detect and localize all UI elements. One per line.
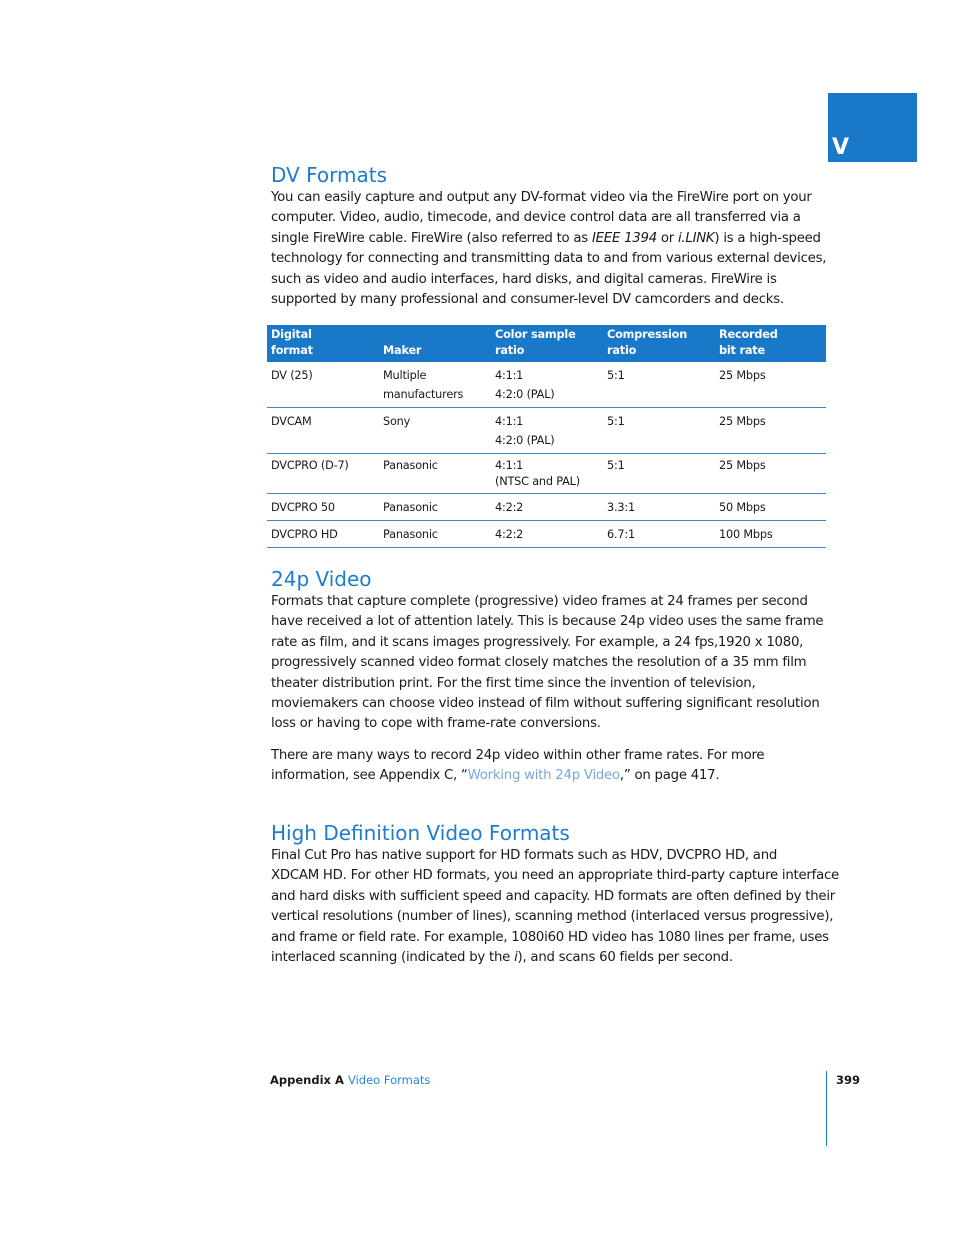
- table-cell: [379, 362, 491, 408]
- cell-text: manufacturers: [383, 388, 464, 401]
- table-row: [267, 494, 826, 521]
- text-line: have received a lot of attention lately. This is because 24p video uses the same frame: [271, 614, 824, 630]
- text: interlaced scanning (indicated by the: [271, 950, 515, 966]
- table-cell: [603, 408, 715, 454]
- text-line: [271, 948, 839, 968]
- text: single FireWire cable. FireWire (also referred to as: [271, 230, 592, 246]
- table-row: [267, 408, 826, 454]
- cell-text: DVCAM: [271, 415, 312, 428]
- text-line: and frame or field rate. For example, 1080i60 HD video has 1080 lines per frame, uses: [271, 929, 829, 945]
- cell-text: DVCPRO (D-7): [271, 459, 349, 472]
- cell-text: 4:2:0 (PAL): [495, 388, 555, 401]
- cell-text: 4:2:0 (PAL): [495, 434, 555, 447]
- text-line: XDCAM HD. For other HD formats, you need an appropriate third-party capture interface: [271, 868, 839, 884]
- table-cell: [491, 454, 603, 494]
- heading-dv-formats: DV Formats: [271, 163, 387, 187]
- table-row: [267, 454, 826, 494]
- column-header: [603, 325, 715, 362]
- cell-text: Panasonic: [383, 528, 438, 541]
- table-cell: [267, 362, 379, 408]
- text-line: and hard disks with sufficient speed and capacity. HD formats are often defined by their: [271, 888, 836, 904]
- cell-text: 4:1:1: [495, 459, 524, 472]
- text-line: vertical resolutions (number of lines), scanning method (interlaced versus progressive),: [271, 909, 834, 925]
- cell-text: Multiple: [383, 369, 427, 382]
- header-text: Recorded: [719, 328, 778, 341]
- cell-text: 4:2:2: [495, 501, 524, 514]
- text: information, see Appendix C, “: [271, 768, 468, 784]
- header-text: Compression: [607, 328, 688, 341]
- cell-text: 4:2:2: [495, 528, 524, 541]
- text-line: loss or having to cope with frame-rate conversions.: [271, 716, 601, 732]
- table-cell: [715, 362, 826, 408]
- header-text: Color sample: [495, 328, 576, 341]
- text-line: Final Cut Pro has native support for HD formats such as HDV, DVCPRO HD, and: [271, 848, 778, 863]
- text-line: technology for connecting and transmitting data to and from various external devices,: [271, 251, 827, 267]
- table-cell: [603, 521, 715, 548]
- header-text: ratio: [607, 344, 637, 357]
- text: or: [656, 230, 678, 246]
- table-cell: [491, 494, 603, 521]
- text-line: Formats that capture complete (progressive) video frames at 24 frames per second: [271, 594, 808, 609]
- cell-text: 25 Mbps: [719, 459, 766, 472]
- header-text: Digital: [271, 328, 312, 341]
- table-cell: [267, 494, 379, 521]
- table-cell: [379, 408, 491, 454]
- cell-text: 25 Mbps: [719, 369, 766, 382]
- text-line: [271, 229, 826, 249]
- table-cell: [379, 521, 491, 548]
- table-header-row: [267, 325, 826, 362]
- chapter-tab: [828, 93, 917, 162]
- heading-24p-video: 24p Video: [271, 567, 372, 591]
- text-line: such as video and audio interfaces, hard disks, and digital cameras. FireWire is: [271, 271, 777, 287]
- cell-text: Panasonic: [383, 459, 438, 472]
- cell-text: (NTSC and PAL): [495, 475, 580, 488]
- table-cell: [715, 408, 826, 454]
- cell-text: 4:1:1: [495, 415, 524, 428]
- dv-paragraph: [271, 188, 826, 310]
- table-cell: [267, 408, 379, 454]
- text: ), and scans 60 fields per second.: [517, 950, 733, 966]
- text-line: progressively scanned video format closely matches the resolution of a 35 mm film: [271, 655, 807, 671]
- table-cell: [715, 494, 826, 521]
- table-cell: [603, 362, 715, 408]
- column-header: [267, 325, 379, 362]
- p24-more-paragraph: [271, 746, 764, 787]
- cross-reference-link[interactable]: Working with 24p Video: [467, 768, 620, 784]
- cell-text: 100 Mbps: [719, 528, 773, 541]
- table-row: [267, 362, 826, 408]
- footer-appendix: Appendix A: [270, 1073, 344, 1087]
- column-header: [379, 325, 491, 362]
- text-line: theater distribution print. For the first time since the invention of television,: [271, 675, 756, 691]
- footer-divider: [826, 1071, 827, 1146]
- cell-text: Sony: [383, 415, 411, 428]
- text: ,” on page 417.: [619, 768, 720, 784]
- header-text: Maker: [383, 344, 422, 357]
- p24-paragraph: [271, 592, 823, 735]
- dv-formats-table: [267, 325, 826, 548]
- table-cell: [379, 494, 491, 521]
- cell-text: 25 Mbps: [719, 415, 766, 428]
- table-cell: [603, 454, 715, 494]
- text-line: There are many ways to record 24p video within other frame rates. For more: [271, 748, 765, 763]
- table-cell: [715, 454, 826, 494]
- heading-hd-formats: High Definition Video Formats: [271, 821, 570, 845]
- header-text: bit rate: [719, 344, 765, 357]
- column-header: [715, 325, 826, 362]
- column-header: [491, 325, 603, 362]
- text-line: supported by many professional and consumer-level DV camcorders and decks.: [271, 292, 784, 308]
- table-cell: [267, 454, 379, 494]
- table-cell: [379, 454, 491, 494]
- table-cell: [491, 408, 603, 454]
- text: ) is a high-speed: [714, 230, 821, 246]
- cell-text: Panasonic: [383, 501, 438, 514]
- cell-text: 5:1: [607, 459, 625, 472]
- cell-text: DVCPRO 50: [271, 501, 335, 514]
- page-number: 399: [836, 1073, 861, 1087]
- italic-text: i.LINK: [677, 230, 715, 246]
- cell-text: 3.3:1: [607, 501, 635, 514]
- cell-text: 5:1: [607, 415, 625, 428]
- header-text: format: [271, 344, 313, 357]
- cell-text: 4:1:1: [495, 369, 524, 382]
- text-line: moviemakers can choose video instead of film without suffering significant resolution: [271, 696, 820, 712]
- cell-text: DV (25): [271, 369, 313, 382]
- table-cell: [267, 521, 379, 548]
- table-cell: [603, 494, 715, 521]
- cell-text: DVCPRO HD: [271, 528, 338, 541]
- cell-text: 50 Mbps: [719, 501, 766, 514]
- text-line: rate as film, and it scans images progressively. For example, a 24 fps,1920 x 1080,: [271, 634, 804, 650]
- hd-paragraph: [271, 846, 839, 968]
- table-cell: [715, 521, 826, 548]
- cell-text: 6.7:1: [607, 528, 635, 541]
- italic-text: IEEE 1394: [591, 230, 657, 246]
- table-cell: [491, 362, 603, 408]
- text-line: You can easily capture and output any DV-format video via the FireWire port on your: [271, 190, 812, 205]
- table-row: [267, 521, 826, 548]
- footer-chapter-link[interactable]: Video Formats: [348, 1073, 431, 1087]
- table-cell: [491, 521, 603, 548]
- text-line: [271, 766, 764, 786]
- chapter-tab-label: V: [832, 135, 850, 160]
- italic-text: i: [514, 950, 518, 966]
- cell-text: 5:1: [607, 369, 625, 382]
- text-line: computer. Video, audio, timecode, and device control data are all transferred via a: [271, 210, 801, 226]
- header-text: ratio: [495, 344, 525, 357]
